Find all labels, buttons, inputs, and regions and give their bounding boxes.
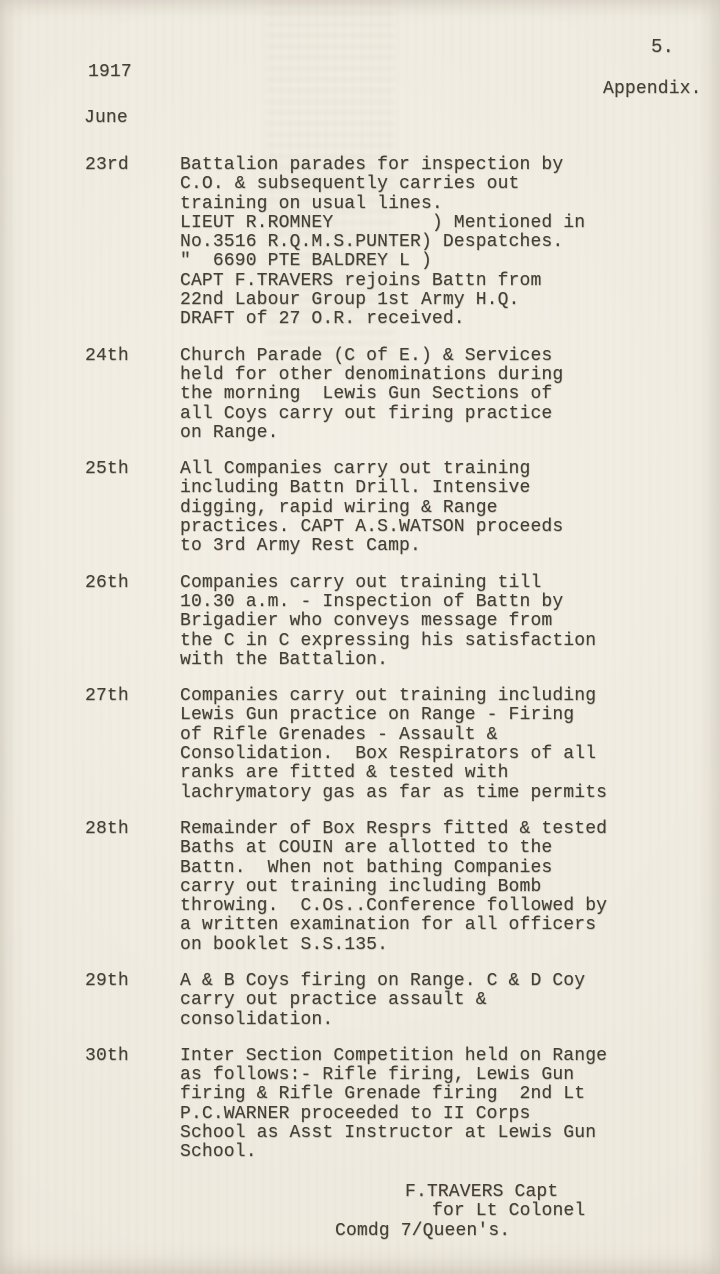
entry-line: held for other denominations during	[180, 364, 564, 385]
entry-line: the C in C expressing his satisfaction	[180, 630, 597, 651]
signature-rank: for Lt Colonel	[432, 1201, 586, 1222]
entry-line: Battalion parades for inspection by	[180, 155, 564, 175]
entry-line: CAPT F.TRAVERS rejoins Battn from	[180, 270, 542, 291]
entry-line: on Range.	[180, 422, 279, 443]
entry-line: Battn. When not bathing Companies	[180, 857, 553, 878]
entry-date: 24th	[85, 345, 129, 366]
entry-line: Brigadier who conveys message from	[180, 611, 553, 632]
entry-line: 22nd Labour Group 1st Army H.Q.	[180, 290, 520, 311]
entry-date: 25th	[85, 459, 129, 480]
entry-line: " 6690 PTE BALDREY L )	[180, 251, 432, 272]
header-appendix: Appendix.	[603, 79, 702, 99]
entry-line: including Battn Drill. Intensive	[180, 478, 531, 499]
entry-line: the morning Lewis Gun Sections of	[180, 384, 553, 405]
entry-line: Companies carry out training including	[180, 686, 597, 707]
entry-line: LIEUT R.ROMNEY ) Mentioned in	[180, 212, 586, 233]
entry-line: ranks are fitted & tested with	[180, 763, 509, 784]
entry-line: as follows:- Rifle firing, Lewis Gun	[180, 1065, 575, 1086]
diary-entry	[85, 820, 700, 955]
entry-text	[180, 972, 700, 1030]
page-number: 5.	[651, 36, 675, 58]
entry-text	[180, 460, 700, 556]
entry-date: 23rd	[85, 155, 129, 175]
signature-name: F.TRAVERS Capt	[405, 1182, 559, 1202]
entry-date: 30th	[85, 1045, 129, 1066]
diary-entry	[85, 574, 700, 670]
entry-line: Lewis Gun practice on Range - Firing	[180, 705, 575, 726]
entry-line: P.C.WARNER proceeded to II Corps	[180, 1103, 531, 1124]
entry-line: firing & Rifle Grenade firing 2nd Lt	[180, 1084, 586, 1105]
entry-text	[180, 156, 700, 330]
diary-entry	[85, 1047, 700, 1163]
entry-line: with the Battalion.	[180, 649, 389, 670]
entry-line: carry out practice assault &	[180, 990, 487, 1011]
diary-entries	[85, 156, 700, 1180]
entry-line: 10.30 a.m. - Inspection of Battn by	[180, 591, 564, 612]
entry-line: all Coys carry out firing practice	[180, 403, 553, 424]
entry-line: practices. CAPT A.S.WATSON proceeds	[180, 517, 564, 538]
entry-date: 29th	[85, 970, 129, 991]
entry-line: C.O. & subsequently carries out	[180, 174, 520, 195]
diary-entry	[85, 347, 700, 443]
entry-line: Companies carry out training till	[180, 572, 542, 593]
entry-line: on booklet S.S.135.	[180, 934, 389, 955]
entry-text	[180, 1047, 700, 1163]
entry-line: lachrymatory gas as far as time permits	[180, 782, 608, 803]
diary-entry	[85, 460, 700, 556]
entry-line: Inter Section Competition held on Range	[180, 1045, 608, 1066]
entry-line: No.3516 R.Q.M.S.PUNTER) Despatches.	[180, 232, 564, 253]
entry-line: School.	[180, 1142, 257, 1163]
entry-line: to 3rd Army Rest Camp.	[180, 536, 421, 557]
entry-line: of Rifle Grenades - Assault &	[180, 724, 498, 745]
entry-line: Church Parade (C of E.) & Services	[180, 345, 553, 366]
entry-date: 28th	[85, 818, 129, 839]
entry-line: Baths at COUIN are allotted to the	[180, 838, 553, 859]
diary-entry	[85, 687, 700, 803]
signature-block	[335, 1183, 585, 1241]
header-year: 1917	[88, 62, 132, 82]
entry-line: carry out training including Bomb	[180, 876, 542, 897]
entry-line: All Companies carry out training	[180, 459, 531, 480]
entry-line: throwing. C.Os..Conference followed by	[180, 896, 608, 917]
entry-line: a written examination for all officers	[180, 915, 597, 936]
entry-line: digging, rapid wiring & Range	[180, 497, 498, 518]
entry-line: Remainder of Box Resprs fitted & tested	[180, 818, 608, 839]
entry-line: consolidation.	[180, 1009, 334, 1030]
entry-text	[180, 574, 700, 670]
signature-unit: Comdg 7/Queen's.	[335, 1220, 511, 1241]
header-month: June	[84, 108, 128, 128]
entry-line: School as Asst Instructor at Lewis Gun	[180, 1123, 597, 1144]
entry-line: DRAFT of 27 O.R. received.	[180, 309, 465, 330]
entry-text	[180, 687, 700, 803]
entry-line: training on usual lines.	[180, 193, 443, 214]
entry-date: 26th	[85, 572, 129, 593]
entry-text	[180, 820, 700, 955]
diary-entry	[85, 156, 700, 330]
entry-text	[180, 347, 700, 443]
diary-entry	[85, 972, 700, 1030]
entry-line: A & B Coys firing on Range. C & D Coy	[180, 970, 586, 991]
entry-line: Consolidation. Box Respirators of all	[180, 744, 597, 765]
entry-date: 27th	[85, 686, 129, 707]
